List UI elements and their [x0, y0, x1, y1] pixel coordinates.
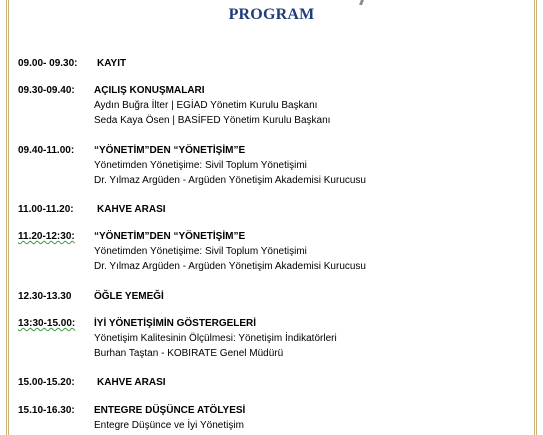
session-time: 09.00- 09.30:	[18, 58, 78, 69]
session-detail: Dr. Yılmaz Argüden - Argüden Yönetişim Akademisi Kurucusu	[94, 175, 366, 186]
page-mark	[359, 0, 364, 5]
session-time: 15.10-16.30:	[18, 405, 75, 416]
session-time: 09.40-11.00:	[18, 145, 75, 156]
document-page	[6, 0, 537, 435]
session-title: KAHVE ARASI	[97, 204, 166, 215]
session-time: 11.00-11.20:	[18, 204, 74, 215]
session-detail: Yönetimden Yönetişime: Sivil Toplum Yönetişimi	[94, 246, 307, 257]
session-detail: Burhan Taştan - KOBIRATE Genel Müdürü	[94, 348, 284, 359]
session-title: “YÖNETİM”DEN “YÖNETİŞİM”E	[94, 145, 246, 156]
session-detail: Yönetişim Kalitesinin Ölçülmesi: Yönetişim İndikatörleri	[94, 333, 337, 344]
session-detail: Entegre Düşünce ve İyi Yönetişim	[94, 420, 244, 431]
session-detail: Aydın Buğra İlter | EGİAD Yönetim Kurulu Başkanı	[94, 100, 318, 111]
session-detail: Seda Kaya Ösen | BASİFED Yönetim Kurulu Başkanı	[94, 115, 331, 126]
session-title: KAYIT	[97, 58, 127, 69]
session-time: 12.30-13.30	[18, 291, 72, 302]
session-title: AÇILIŞ KONUŞMALARI	[94, 85, 205, 96]
session-title: “YÖNETİM”DEN “YÖNETİŞİM”E	[94, 231, 246, 242]
session-title: ENTEGRE DÜŞÜNCE ATÖLYESİ	[94, 405, 246, 416]
session-time: 13:30-15.00:	[18, 318, 76, 329]
session-detail: Dr. Yılmaz Argüden - Argüden Yönetişim Akademisi Kurucusu	[94, 261, 366, 272]
session-time: 15.00-15.20:	[18, 377, 75, 388]
session-time: 11.20-12:30:	[18, 231, 75, 242]
session-time: 09.30-09.40:	[18, 85, 75, 96]
page-title: PROGRAM	[228, 6, 315, 23]
session-title: KAHVE ARASI	[97, 377, 166, 388]
session-detail: Yönetimden Yönetişime: Sivil Toplum Yönetişimi	[94, 160, 307, 171]
session-title: ÖĞLE YEMEĞİ	[94, 291, 164, 302]
session-title: İYİ YÖNETİŞİMİN GÖSTERGELERİ	[94, 318, 257, 329]
